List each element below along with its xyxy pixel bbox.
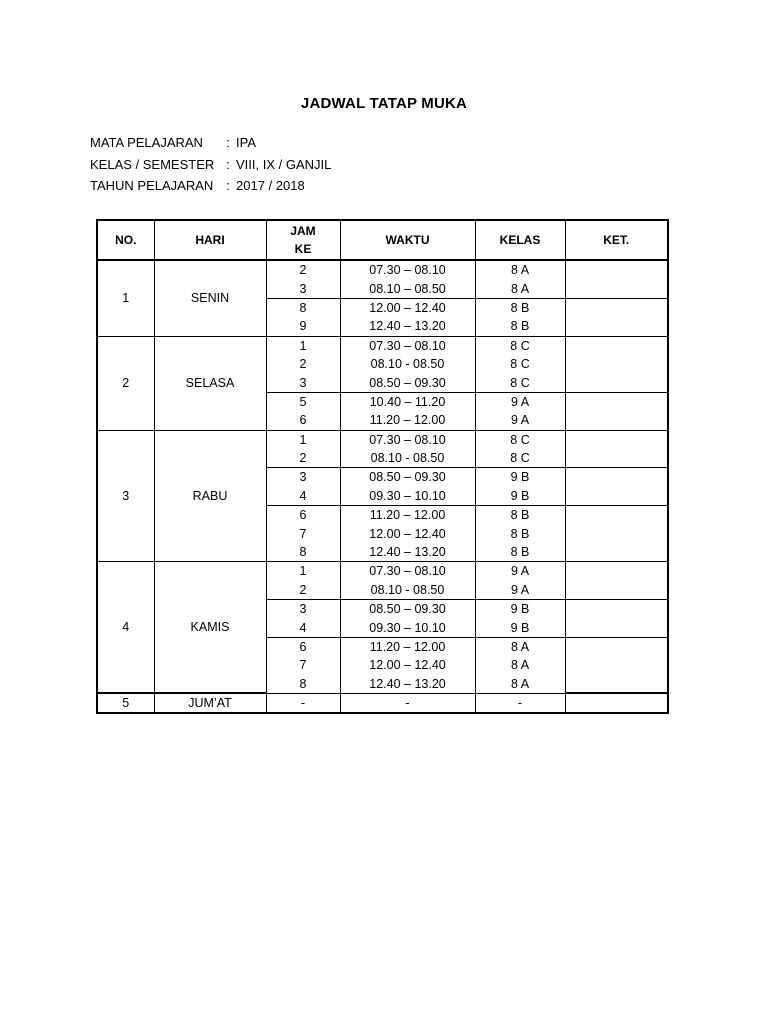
meta-label: KELAS / SEMESTER — [90, 156, 215, 172]
cell-waktu: 09.30 – 10.10 — [340, 618, 475, 637]
cell-ket — [565, 637, 668, 693]
cell-kelas: 8 C — [475, 449, 565, 468]
cell-no: 3 — [97, 430, 154, 562]
cell-waktu: 12.00 – 12.40 — [340, 656, 475, 674]
cell-jam: 3 — [266, 373, 340, 392]
meta-colon: : — [226, 156, 230, 172]
cell-waktu: 08.50 – 09.30 — [340, 373, 475, 392]
cell-waktu: 08.50 – 09.30 — [340, 600, 475, 619]
cell-jam: 1 — [266, 562, 340, 581]
cell-kelas: 8 C — [475, 336, 565, 355]
cell-hari: JUM’AT — [154, 693, 266, 713]
cell-ket — [565, 468, 668, 506]
meta-colon: : — [226, 135, 230, 150]
cell-ket — [565, 693, 668, 713]
cell-waktu: 11.20 – 12.00 — [340, 506, 475, 525]
cell-jam: 2 — [266, 449, 340, 468]
meta-value: 2017 / 2018 — [236, 178, 305, 193]
cell-kelas: 8 C — [475, 430, 565, 449]
cell-kelas: 9 A — [475, 411, 565, 430]
cell-jam: 8 — [266, 298, 340, 317]
cell-waktu: 11.20 – 12.00 — [340, 637, 475, 656]
cell-jam: 1 — [266, 430, 340, 449]
cell-kelas: 8 A — [475, 279, 565, 298]
cell-no: 2 — [97, 336, 154, 430]
cell-waktu: 12.40 – 13.20 — [340, 675, 475, 694]
cell-hari: SELASA — [154, 336, 266, 430]
cell-waktu: 08.50 – 09.30 — [340, 468, 475, 487]
cell-jam: 3 — [266, 279, 340, 298]
header-kelas: KELAS — [475, 220, 565, 260]
meta-label: MATA PELAJARAN — [90, 135, 203, 150]
cell-waktu: 10.40 – 11.20 — [340, 392, 475, 411]
header-jam-line2: KE — [294, 242, 312, 256]
cell-waktu: 07.30 – 08.10 — [340, 430, 475, 449]
cell-jam: 6 — [266, 411, 340, 430]
cell-waktu: 07.30 – 08.10 — [340, 336, 475, 355]
cell-kelas: 8 C — [475, 373, 565, 392]
cell-ket — [565, 392, 668, 430]
cell-jam: 6 — [266, 637, 340, 656]
cell-jam: 1 — [266, 336, 340, 355]
cell-jam: 8 — [266, 675, 340, 694]
cell-kelas: 9 B — [475, 600, 565, 619]
cell-hari: RABU — [154, 430, 266, 562]
cell-jam: 3 — [266, 468, 340, 487]
cell-jam: 8 — [266, 543, 340, 562]
cell-kelas: 8 C — [475, 355, 565, 373]
cell-waktu: 08.10 – 08.50 — [340, 279, 475, 298]
cell-ket — [565, 562, 668, 600]
cell-no: 5 — [97, 693, 154, 713]
schedule-table — [96, 219, 669, 714]
cell-jam: 3 — [266, 600, 340, 619]
cell-kelas: 8 B — [475, 506, 565, 525]
cell-waktu: 12.40 – 13.20 — [340, 543, 475, 562]
cell-no: 1 — [97, 260, 154, 336]
cell-kelas: 8 B — [475, 543, 565, 562]
cell-kelas: 9 A — [475, 562, 565, 581]
meta-value: IPA — [236, 135, 256, 150]
cell-hari: SENIN — [154, 260, 266, 336]
cell-jam: 2 — [266, 581, 340, 600]
cell-kelas: 8 B — [475, 317, 565, 336]
cell-kelas: 8 A — [475, 637, 565, 656]
header-hari: HARI — [154, 220, 266, 260]
cell-kelas: 8 A — [475, 675, 565, 694]
cell-ket — [565, 506, 668, 562]
cell-waktu: - — [340, 693, 475, 713]
cell-no: 4 — [97, 562, 154, 694]
cell-jam: 7 — [266, 656, 340, 674]
cell-kelas: 9 A — [475, 392, 565, 411]
table-row — [97, 430, 668, 449]
cell-waktu: 08.10 - 08.50 — [340, 355, 475, 373]
cell-ket — [565, 260, 668, 298]
cell-ket — [565, 430, 668, 468]
header-jam-ke — [266, 220, 340, 260]
header-jam-line1: JAM — [290, 224, 316, 238]
meta-row-subject — [90, 132, 331, 154]
table-header-row — [97, 220, 668, 260]
cell-waktu: 12.00 – 12.40 — [340, 524, 475, 542]
cell-kelas: - — [475, 693, 565, 713]
meta-value: VIII, IX / GANJIL — [236, 156, 332, 172]
meta-row-academic-year — [90, 175, 331, 197]
cell-jam: 6 — [266, 506, 340, 525]
header-ket: KET. — [565, 220, 668, 260]
meta-label: TAHUN PELAJARAN — [90, 178, 214, 193]
cell-kelas: 9 B — [475, 468, 565, 487]
cell-ket — [565, 336, 668, 392]
page-title: JADWAL TATAP MUKA — [300, 95, 468, 112]
cell-waktu: 09.30 – 10.10 — [340, 487, 475, 506]
cell-waktu: 12.40 – 13.20 — [340, 317, 475, 336]
cell-kelas: 9 B — [475, 487, 565, 506]
cell-ket — [565, 600, 668, 638]
cell-kelas: 9 A — [475, 581, 565, 600]
header-waktu: WAKTU — [340, 220, 475, 260]
cell-jam: 4 — [266, 618, 340, 637]
cell-jam: 9 — [266, 317, 340, 336]
cell-kelas: 9 B — [475, 618, 565, 637]
cell-kelas: 8 B — [475, 524, 565, 542]
table-row — [97, 693, 668, 713]
table-row — [97, 562, 668, 581]
table-row — [97, 260, 668, 279]
cell-waktu: 07.30 – 08.10 — [340, 260, 475, 279]
cell-kelas: 8 B — [475, 298, 565, 317]
cell-kelas: 8 A — [475, 656, 565, 674]
cell-jam: 5 — [266, 392, 340, 411]
cell-waktu: 12.00 – 12.40 — [340, 298, 475, 317]
meta-row-class-semester — [90, 154, 331, 176]
cell-waktu: 08.10 - 08.50 — [340, 581, 475, 600]
table-row — [97, 336, 668, 355]
cell-ket — [565, 298, 668, 336]
meta-colon: : — [226, 178, 230, 193]
cell-waktu: 07.30 – 08.10 — [340, 562, 475, 581]
cell-waktu: 11.20 – 12.00 — [340, 411, 475, 430]
header-no: NO. — [97, 220, 154, 260]
cell-waktu: 08.10 - 08.50 — [340, 449, 475, 468]
cell-jam: 4 — [266, 487, 340, 506]
document-meta — [90, 132, 331, 197]
cell-kelas: 8 A — [475, 260, 565, 279]
cell-jam: - — [266, 693, 340, 713]
cell-jam: 2 — [266, 260, 340, 279]
cell-hari: KAMIS — [154, 562, 266, 694]
cell-jam: 2 — [266, 355, 340, 373]
cell-jam: 7 — [266, 524, 340, 542]
schedule-body — [97, 260, 668, 713]
